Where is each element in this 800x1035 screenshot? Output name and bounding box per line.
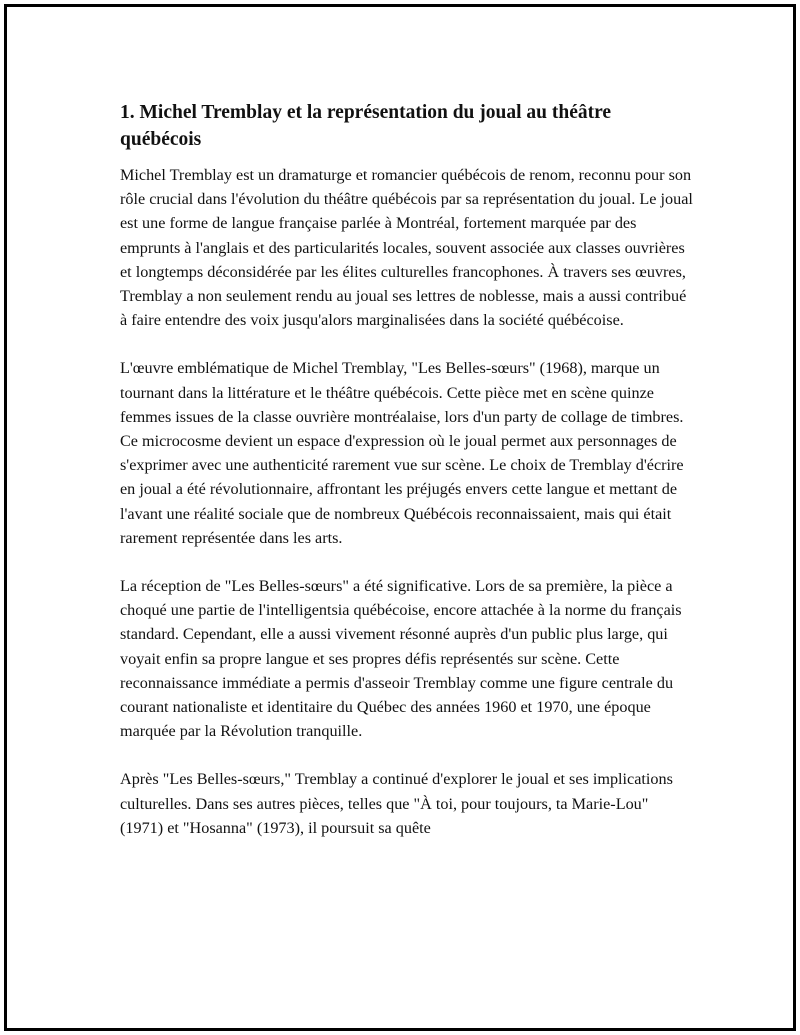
page-frame	[4, 4, 796, 1031]
paragraph: Après "Les Belles-sœurs," Tremblay a continué d'explorer le joual et ses implications culturelles. Dans ses autres pièces, telles que "À toi, pour toujours, ta Marie-Lou" (1971) et "Hosanna" (1973), il poursuit sa quête	[120, 770, 673, 837]
paragraph: La réception de "Les Belles-sœurs" a été significative. Lors de sa première, la pièce a choqué une partie de l'intelligentsia québécoise, encore attachée à la norme du français standard. Cependant, elle a aussi vivement résonné auprès d'un public plus large, qui voyait enfin sa propre langue et ses propres défis représentés sur scène. Cette reconnaissance immédiate a permis d'asseoir Tremblay comme une figure centrale du courant nationaliste et identitaire du Québec des années 1960 et 1970, une époque marquée par la Révolution tranquille.	[120, 577, 682, 741]
document-body	[120, 99, 695, 864]
section-heading: 1. Michel Tremblay et la représentation du joual au théâtre québécois	[120, 102, 612, 150]
paragraph: Michel Tremblay est un dramaturge et romancier québécois de renom, reconnu pour son rôle crucial dans l'évolution du théâtre québécois par sa représentation du joual. Le joual est une forme de langue française parlée à Montréal, fortement marquée par des emprunts à l'anglais et des particularités locales, souvent associée aux classes ouvrières et longtemps déconsidérée par les élites culturelles francophones. À travers ses œuvres, Tremblay a non seulement rendu au joual ses lettres de noblesse, mais a aussi contribué à faire entendre des voix jusqu'alors marginalisées dans la société québécoise.	[120, 166, 693, 330]
paragraph: L'œuvre emblématique de Michel Tremblay, "Les Belles-sœurs" (1968), marque un tournant dans la littérature et le théâtre québécois. Cette pièce met en scène quinze femmes issues de la classe ouvrière montréalaise, lors d'un party de collage de timbres. Ce microcosme devient un espace d'expression où le joual permet aux personnages de s'exprimer avec une authenticité rarement vue sur scène. Le choix de Tremblay d'écrire en joual a été révolutionnaire, affrontant les préjugés envers cette langue et mettant de l'avant une réalité sociale que de nombreux Québécois reconnaissaient, mais qui était rarement représentée dans les arts.	[120, 359, 684, 547]
